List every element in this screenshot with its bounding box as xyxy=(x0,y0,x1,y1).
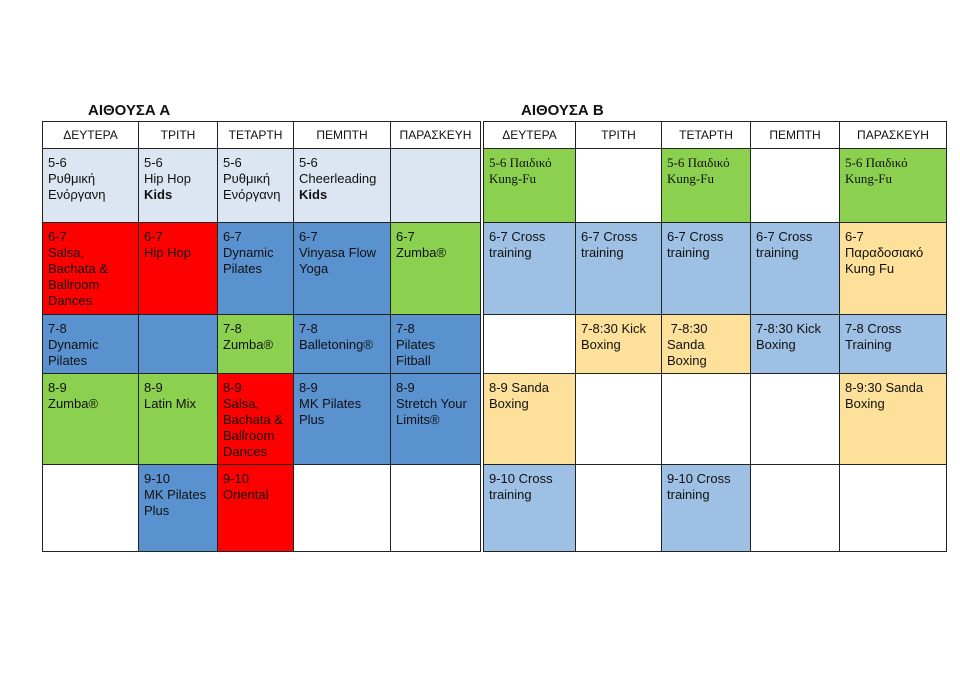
class-text-line: 6-7 Cross xyxy=(581,229,638,244)
class-cell xyxy=(840,149,947,223)
class-cell xyxy=(139,374,218,465)
time-slot-row xyxy=(484,315,947,374)
class-text-line: 6-7 xyxy=(299,229,318,244)
class-cell xyxy=(43,149,139,223)
day-header: ΤΕΤΑΡΤΗ xyxy=(218,122,294,149)
header-row xyxy=(43,122,481,149)
day-header: ΠΕΜΠΤΗ xyxy=(751,122,840,149)
class-cell xyxy=(840,374,947,465)
class-text-line: 7-8:30 Kick xyxy=(581,321,647,336)
class-text-line: Stretch Your xyxy=(396,396,467,411)
class-text-line: Dances xyxy=(223,444,268,459)
class-text-line: Plus xyxy=(144,503,170,518)
class-text-line: Cheerleading xyxy=(299,171,377,186)
class-cell xyxy=(576,315,662,374)
class-text-line: Limits® xyxy=(396,412,440,427)
room-a-title: ΑΙΘΟΥΣΑ Α xyxy=(88,102,171,119)
class-cell xyxy=(751,315,840,374)
class-text-line: 9-10 Cross xyxy=(667,471,731,486)
class-text-line: 5-6 xyxy=(48,155,67,170)
class-text-line: training xyxy=(667,487,710,502)
time-slot-row xyxy=(43,465,481,552)
class-text-line: training xyxy=(581,245,624,260)
class-text-line: 5-6 Παιδικό xyxy=(667,155,730,170)
class-cell xyxy=(662,315,751,374)
class-text-line: Fitball xyxy=(396,353,431,368)
class-text-line: 6-7 Cross xyxy=(756,229,813,244)
day-header: ΔΕΥΤΕΡΑ xyxy=(43,122,139,149)
class-text-line: Plus xyxy=(299,412,325,427)
class-cell xyxy=(43,374,139,465)
class-cell xyxy=(218,149,294,223)
class-text-line: 7-8 xyxy=(396,321,415,336)
class-text-line: Salsa, xyxy=(48,245,85,260)
header-row xyxy=(484,122,947,149)
class-text-line: 7-8 Cross xyxy=(845,321,902,336)
class-text-line: 7-8 xyxy=(299,321,318,336)
time-slot-row xyxy=(43,374,481,465)
class-text-line: Kids xyxy=(299,187,328,202)
class-text-line: 7-8 xyxy=(223,321,242,336)
class-text-line: Kung-Fu xyxy=(845,171,892,186)
class-text-line: Bachata & xyxy=(223,412,283,427)
empty-cell xyxy=(391,465,481,552)
day-header: ΠΑΡΑΣΚΕΥΗ xyxy=(840,122,947,149)
class-text-line: Vinyasa Flow xyxy=(299,245,377,260)
class-text-line: 6-7 xyxy=(48,229,67,244)
class-text-line: training xyxy=(489,487,532,502)
class-cell xyxy=(484,149,576,223)
class-cell xyxy=(294,315,391,374)
class-cell xyxy=(662,223,751,315)
class-cell xyxy=(218,374,294,465)
time-slot-row xyxy=(43,223,481,315)
class-text-line: Dynamic xyxy=(48,337,99,352)
class-text-line: 6-7 xyxy=(144,229,163,244)
class-text-line: Ballroom xyxy=(223,428,275,443)
class-text-line: Boxing xyxy=(845,396,885,411)
empty-cell xyxy=(139,315,218,374)
class-text-line: training xyxy=(489,245,532,260)
class-cell xyxy=(294,223,391,315)
class-cell xyxy=(139,149,218,223)
class-text-line: training xyxy=(667,245,710,260)
class-text-line: 9-10 Cross xyxy=(489,471,553,486)
class-text-line: Boxing xyxy=(667,353,707,368)
class-text-line: Pilates xyxy=(396,337,436,352)
class-text-line: 7-8:30 xyxy=(667,321,708,336)
class-text-line: 8-9 xyxy=(299,380,318,395)
time-slot-row xyxy=(43,149,481,223)
empty-cell xyxy=(751,374,840,465)
class-cell xyxy=(139,223,218,315)
class-text-line: Boxing xyxy=(756,337,796,352)
class-text-line: Training xyxy=(845,337,892,352)
class-cell xyxy=(484,374,576,465)
class-text-line: Boxing xyxy=(581,337,621,352)
class-text-line: 8-9 xyxy=(223,380,242,395)
class-text-line: Yoga xyxy=(299,261,329,276)
day-header: ΠΕΜΠΤΗ xyxy=(294,122,391,149)
class-text-line: Oriental xyxy=(223,487,269,502)
class-text-line: Ενόργανη xyxy=(48,187,106,202)
class-cell xyxy=(484,465,576,552)
room-b-schedule-table xyxy=(483,121,947,552)
class-cell xyxy=(294,149,391,223)
empty-cell xyxy=(662,374,751,465)
empty-cell xyxy=(751,465,840,552)
class-cell xyxy=(662,149,751,223)
class-cell xyxy=(840,315,947,374)
class-cell xyxy=(662,465,751,552)
class-text-line: 6-7 Cross xyxy=(489,229,546,244)
class-text-line: Pilates xyxy=(48,353,88,368)
class-cell xyxy=(218,315,294,374)
class-text-line: 5-6 Παιδικό xyxy=(845,155,908,170)
time-slot-row xyxy=(43,315,481,374)
time-slot-row xyxy=(484,465,947,552)
room-a-schedule-table xyxy=(42,121,481,552)
class-cell xyxy=(218,465,294,552)
class-cell xyxy=(484,223,576,315)
class-text-line: Dynamic xyxy=(223,245,274,260)
class-text-line: Kids xyxy=(144,187,173,202)
day-header: ΔΕΥΤΕΡΑ xyxy=(484,122,576,149)
class-text-line: 8-9:30 Sanda xyxy=(845,380,924,395)
class-text-line: MK Pilates xyxy=(299,396,362,411)
empty-cell xyxy=(576,149,662,223)
class-text-line: Zumba® xyxy=(223,337,274,352)
class-text-line: 5-6 xyxy=(223,155,242,170)
class-text-line: 7-8 xyxy=(48,321,67,336)
class-text-line: 6-7 xyxy=(396,229,415,244)
time-slot-row xyxy=(484,149,947,223)
room-b-title: ΑΙΘΟΥΣΑ Β xyxy=(521,102,604,119)
class-text-line: 5-6 xyxy=(299,155,318,170)
day-header: ΠΑΡΑΣΚΕΥΗ xyxy=(391,122,481,149)
class-cell xyxy=(840,223,947,315)
class-text-line: 6-7 Cross xyxy=(667,229,724,244)
class-cell xyxy=(391,223,481,315)
class-text-line: Hip Hop xyxy=(144,245,191,260)
class-text-line: 6-7 xyxy=(845,229,864,244)
empty-cell xyxy=(576,374,662,465)
class-text-line: 9-10 xyxy=(144,471,171,486)
time-slot-row xyxy=(484,374,947,465)
class-text-line: Dances xyxy=(48,293,93,308)
class-text-line: Ενόργανη xyxy=(223,187,281,202)
empty-cell xyxy=(751,149,840,223)
empty-cell xyxy=(840,465,947,552)
empty-cell xyxy=(576,465,662,552)
class-text-line: Ρυθμική xyxy=(223,171,271,186)
class-text-line: 7-8:30 Kick xyxy=(756,321,822,336)
class-text-line: training xyxy=(756,245,799,260)
class-text-line: 8-9 xyxy=(396,380,415,395)
class-text-line: 5-6 Παιδικό xyxy=(489,155,552,170)
class-cell xyxy=(751,223,840,315)
class-text-line: Zumba® xyxy=(48,396,99,411)
class-text-line: MK Pilates xyxy=(144,487,207,502)
class-text-line: Kung Fu xyxy=(845,261,895,276)
class-cell xyxy=(43,315,139,374)
class-cell xyxy=(576,223,662,315)
empty-cell xyxy=(43,465,139,552)
time-slot-row xyxy=(484,223,947,315)
day-header: ΤΡΙΤΗ xyxy=(139,122,218,149)
class-cell xyxy=(391,315,481,374)
class-cell xyxy=(139,465,218,552)
class-cell xyxy=(43,223,139,315)
class-text-line: 8-9 Sanda xyxy=(489,380,549,395)
empty-cell xyxy=(294,465,391,552)
class-text-line: Zumba® xyxy=(396,245,447,260)
class-text-line: 8-9 xyxy=(144,380,163,395)
class-text-line: Παραδοσιακό xyxy=(845,245,924,260)
class-text-line: Salsa, xyxy=(223,396,260,411)
day-header: ΤΡΙΤΗ xyxy=(576,122,662,149)
class-text-line: 8-9 xyxy=(48,380,67,395)
class-text-line: Sanda xyxy=(667,337,705,352)
class-text-line: Boxing xyxy=(489,396,529,411)
class-text-line: Ballroom xyxy=(48,277,100,292)
class-text-line: Ρυθμική xyxy=(48,171,96,186)
class-text-line: Latin Mix xyxy=(144,396,197,411)
class-text-line: Pilates xyxy=(223,261,263,276)
empty-cell xyxy=(484,315,576,374)
class-text-line: Hip Hop xyxy=(144,171,191,186)
empty-cell xyxy=(391,149,481,223)
class-cell xyxy=(294,374,391,465)
class-text-line: Balletoning® xyxy=(299,337,373,352)
class-text-line: Kung-Fu xyxy=(489,171,536,186)
class-text-line: Bachata & xyxy=(48,261,108,276)
class-cell xyxy=(391,374,481,465)
class-cell xyxy=(218,223,294,315)
day-header: ΤΕΤΑΡΤΗ xyxy=(662,122,751,149)
class-text-line: Kung-Fu xyxy=(667,171,714,186)
class-text-line: 5-6 xyxy=(144,155,163,170)
class-text-line: 6-7 xyxy=(223,229,242,244)
class-text-line: 9-10 xyxy=(223,471,250,486)
